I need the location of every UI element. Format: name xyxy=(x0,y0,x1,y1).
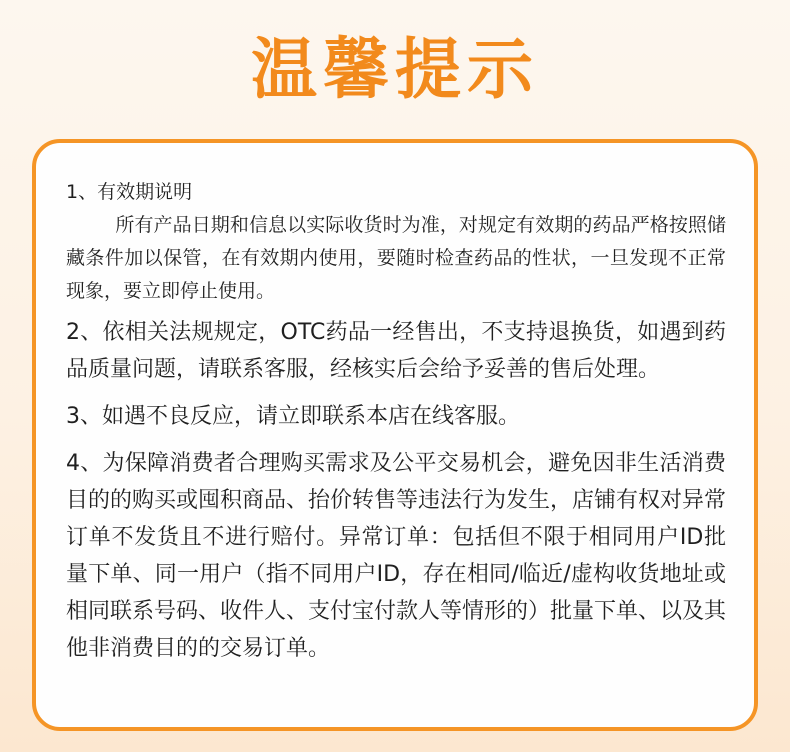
notice-item-adverse-reaction: 3、如遇不良反应，请立即联系本店在线客服。 xyxy=(66,404,520,429)
notice-item-return-policy: 2、依相关法规规定，OTC药品一经售出，不支持退换货，如遇到药品质量问题，请联系客服，经核实后会给予妥善的售后处理。 xyxy=(66,320,726,382)
notice-card xyxy=(32,139,758,731)
page-title: 温馨提示 xyxy=(251,31,539,108)
notice-item-heading: 1、有效期说明 xyxy=(66,181,193,203)
notice-item-abnormal-orders: 4、为保障消费者合理购买需求及公平交易机会，避免因非生活消费目的的购买或囤积商品、抬价转售等违法行为发生，店铺有权对异常订单不发货且不进行赔付。异常订单：包括但不限于相同用户ID批量下单、同一用户（指不同用户ID，存在相同/临近/虚构收货地址或相同联系号码、收件人、支付宝付款人等情形的）批量下单、以及其他非消费目的的交易订单。 xyxy=(66,451,727,661)
notice-item-expiry xyxy=(66,176,726,308)
notice-item-body: 所有产品日期和信息以实际收货时为准，对规定有效期的药品严格按照储藏条件加以保管，在有效期内使用，要随时检查药品的性状，一旦发现不正常现象，要立即停止使用。 xyxy=(66,214,726,302)
